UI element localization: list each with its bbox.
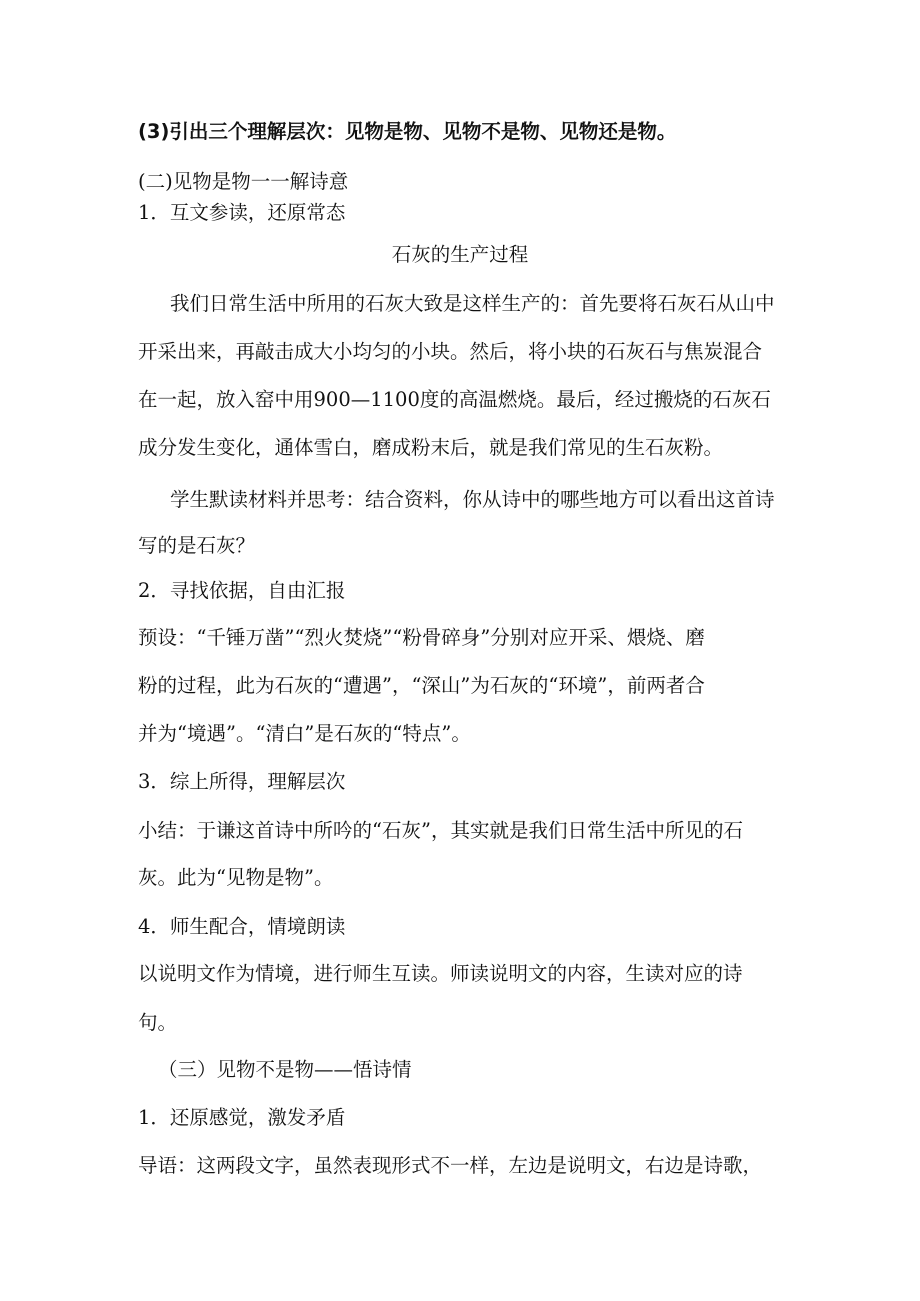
subheading-2: 2．寻找依据，自由汇报 (138, 579, 346, 602)
paragraph-line: 开采出来，再敲击成大小均匀的小块。然后，将小块的石灰石与焦炭混合 (138, 340, 763, 363)
material-title: 石灰的生产过程 (391, 243, 529, 266)
paragraph-line: 学生默读材料并思考：结合资料，你从诗中的哪些地方可以看出这首诗 (170, 488, 775, 511)
paragraph-line: 小结：于谦这首诗中所吟的“石灰”，其实就是我们日常生活中所见的石 (138, 819, 743, 842)
paragraph-line: 在一起，放入窑中用900—1100度的高温燃烧。最后，经过搬烧的石灰石 (138, 388, 771, 411)
paragraph-line: 预设：“千锤万凿”“烈火焚烧”“粉骨碎身”分别对应开采、煨烧、磨 (138, 626, 705, 649)
section-point-3: (3)引出三个理解层次：见物是物、见物不是物、见物还是物。 (138, 120, 677, 143)
subheading-3: 3．综上所得，理解层次 (138, 770, 346, 793)
section-heading-3: （三）见物不是物——悟诗情 (158, 1058, 412, 1081)
paragraph-line: 粉的过程，此为石灰的“遭遇”，“深山”为石灰的“环境”，前两者合 (138, 674, 705, 697)
paragraph-line: 写的是石灰？ (138, 534, 256, 557)
section-heading-2: (二)见物是物一一解诗意 (138, 170, 349, 193)
paragraph-line: 以说明文作为情境，进行师生互读。师读说明文的内容，生读对应的诗 (138, 962, 743, 985)
paragraph-line: 句。 (138, 1011, 178, 1034)
subheading-4: 4．师生配合，情境朗读 (138, 915, 346, 938)
subheading-5: 1．还原感觉，激发矛盾 (138, 1106, 346, 1129)
paragraph-line: 我们日常生活中所用的石灰大致是这样生产的：首先要将石灰石从山中 (170, 292, 775, 315)
paragraph-line: 成分发生变化，通体雪白，磨成粉末后，就是我们常见的生石灰粉。 (138, 436, 724, 459)
paragraph-line: 灰。此为“见物是物”。 (138, 866, 334, 889)
subheading-1: 1．互文参读，还原常态 (138, 201, 346, 224)
paragraph-line: 并为“境遇”。“清白”是石灰的“特点”。 (138, 722, 471, 745)
paragraph-line: 导语：这两段文字，虽然表现形式不一样，左边是说明文，右边是诗歌， (138, 1154, 763, 1177)
